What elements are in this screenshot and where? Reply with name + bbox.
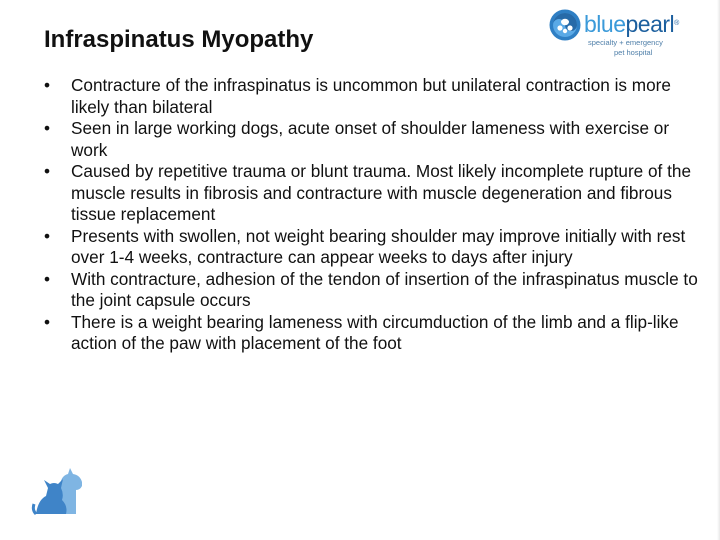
logo-word-pearl: pearl xyxy=(625,11,675,37)
bullet-item: • With contracture, adhesion of the tendon of insertion of the infraspinatus muscle to the joint capsule occurs xyxy=(44,269,699,312)
logo-wordmark xyxy=(584,12,679,36)
bullet-list xyxy=(44,75,699,355)
logo-tagline-secondary: pet hospital xyxy=(614,48,653,57)
paw-swirl-icon xyxy=(548,8,582,42)
logo-word-blue: blue xyxy=(584,11,626,37)
logo-tagline: specialty + emergency xyxy=(588,38,663,47)
logo-registered-mark: ® xyxy=(674,20,679,27)
slide-title: Infraspinatus Myopathy xyxy=(44,26,314,53)
dog-and-cat-icon xyxy=(30,466,90,516)
bullet-item: • Presents with swollen, not weight bearing shoulder may improve initially with rest over 1-4 weeks, contracture can appear weeks to days after injury xyxy=(44,226,699,269)
bullet-item: • Contracture of the infraspinatus is uncommon but unilateral contraction is more likely than bilateral xyxy=(44,75,699,118)
bullet-item: • Caused by repetitive trauma or blunt trauma. Most likely incomplete rupture of the muscle results in fibrosis and contracture with muscle degeneration and fibrous tissue replacement xyxy=(44,161,699,226)
bullet-item: • Seen in large working dogs, acute onset of shoulder lameness with exercise or work xyxy=(44,118,699,161)
bluepearl-logo xyxy=(548,8,698,60)
bullet-item: • There is a weight bearing lameness with circumduction of the limb and a flip-like action of the paw with placement of the foot xyxy=(44,312,699,355)
